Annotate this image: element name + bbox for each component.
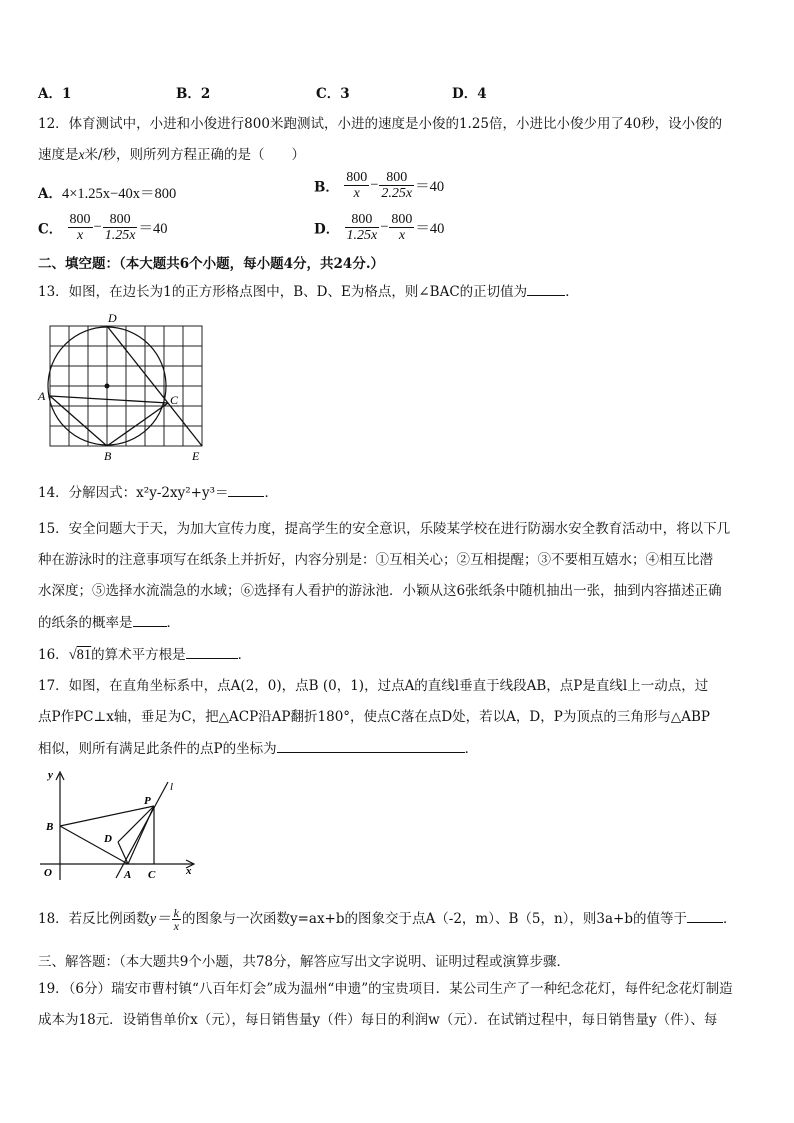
answer-blank [687, 908, 723, 923]
q11-option-b: B．2 [176, 86, 211, 102]
q14-period: ． [264, 485, 278, 501]
sqrt-81 [69, 647, 91, 663]
grid-lines [50, 326, 202, 446]
q12-option-d [314, 212, 444, 243]
function-y: y＝ [149, 911, 171, 927]
q13-text [38, 281, 579, 302]
q17-line-2: 点P作PC⊥x轴，垂足为C，把△ACP沿AP翻折180°，使点C落在点D处，若以A，D，P为顶点的三角形与△ABP [38, 709, 710, 725]
q12-text-2: 米/秒，则所列方程正确的是（ ） [84, 147, 306, 163]
numerator: 800 [345, 212, 380, 228]
q15-text: 的纸条的概率是 [38, 615, 133, 631]
q15-line-1: 15．安全问题大于天，为加大宣传力度，提高学生的安全意识，乐陵某学校在进行防溺水安全教育活动中，将以下几 [38, 521, 731, 537]
point-label-d: D [104, 833, 112, 845]
numerator: 800 [103, 212, 138, 228]
option-label: D． [314, 221, 340, 238]
q17-line-3 [38, 738, 478, 759]
numerator: 800 [379, 170, 414, 186]
q17-period: ． [464, 741, 479, 757]
q16-period: ． [237, 647, 252, 663]
denominator: x [398, 228, 406, 243]
point-label-b: B [104, 449, 112, 463]
q12-line-1: 12．体育测试中，小进和小俊进行800米跑测试，小进的速度是小俊的1.25倍，小进比小俊少用了40秒，设小俊的 [38, 116, 723, 132]
q11-option-c: C．3 [316, 86, 350, 102]
q13-grid-figure [34, 308, 214, 466]
option-a-equation: 4×1.25x−40x＝800 [61, 186, 177, 202]
denominator: 1.25x [104, 228, 136, 243]
q16-question: 的算术平方根是 [91, 647, 186, 663]
q12-option-c [38, 212, 167, 243]
answer-blank [133, 612, 167, 627]
equals-40: ＝40 [138, 221, 168, 237]
fraction [103, 212, 138, 243]
q19-line-1: 19．（6分）瑞安市曹村镇“八百年灯会”成为温州“申遗”的宝贵项目．某公司生产了一种纪念花灯，每件纪念花灯制造 [38, 981, 733, 997]
q18-period: ． [723, 911, 737, 927]
equals-40: ＝40 [415, 179, 445, 195]
fraction [379, 170, 414, 201]
q14-text [38, 482, 278, 503]
point-label-a: A [38, 389, 46, 403]
point-label-b: B [46, 821, 54, 833]
q14-question: 14．分解因式：x²y-2xy²+y³＝ [38, 485, 229, 501]
q17-line-1: 17．如图，在直角坐标系中，点A(2，0)，点B (0，1)，过点A的直线l垂直于线段AB，点P是直线l上一动点，过 [38, 678, 709, 694]
q13-period: ． [565, 284, 579, 300]
origin-label: O [44, 867, 52, 879]
point-label-c: C [148, 869, 156, 881]
q18-text-start: 18．若反比例函数 [38, 911, 150, 927]
line-label-l: l [170, 781, 174, 793]
center-dot [105, 384, 110, 389]
answer-blank [277, 738, 465, 753]
q16-number: 16． [38, 647, 69, 663]
q18-question: 的图象与一次函数y=ax+b的图象交于点A（-2，m）、B（5，n），则3a+b的值等于 [181, 911, 688, 927]
point-label-p: P [144, 795, 151, 807]
denominator: x [173, 919, 179, 933]
q12-line-2 [38, 145, 305, 165]
point-label-a: A [124, 869, 132, 881]
point-label-d: D [108, 311, 117, 325]
q11-option-d: D．4 [452, 86, 487, 102]
denominator: x [76, 228, 84, 243]
option-label: C． [38, 221, 63, 238]
numerator: k [173, 906, 179, 920]
q12-text: 速度是 [38, 147, 79, 163]
radical-sign: √ [68, 647, 77, 663]
q15-line-2: 种在游泳时的注意事项写在纸条上并折好，内容分别是：①互相关心；②互相提醒；③不要相互嬉水；④相互比潜 [38, 552, 713, 568]
q15-line-4 [38, 612, 180, 633]
q17-text: 相似，则所有满足此条件的点P的坐标为 [38, 741, 277, 757]
option-label: B． [314, 179, 339, 196]
numerator: 800 [346, 170, 368, 185]
option-label: A． [38, 186, 62, 202]
minus: − [380, 219, 389, 235]
fraction [345, 212, 380, 243]
q15-line-3: 水深度；⑤选择水流湍急的水域；⑥选择有人看护的游泳池．小颖从这6张纸条中随机抽出一张，抽到内容描述正确 [38, 583, 722, 599]
denominator: 2.25x [381, 186, 413, 201]
radicand: 81 [76, 647, 92, 663]
answer-blank [527, 281, 565, 296]
axis-label-x: x [186, 865, 192, 877]
q17-coordinate-figure [36, 766, 206, 884]
q18-text [38, 902, 737, 936]
q11-option-a: A．1 [38, 86, 72, 102]
denominator: x [353, 186, 360, 201]
section-2-heading: 二、填空题：（本大题共6个小题，每小题4分，共24分.） [38, 256, 385, 272]
denominator: 1.25x [346, 228, 378, 243]
q13-question: 13．如图，在边长为1的正方形格点图中，B、D、E为格点，则∠BAC的正切值为 [38, 284, 528, 300]
fraction [389, 212, 414, 243]
point-label-c: C [170, 393, 179, 407]
point-label-e: E [192, 449, 200, 463]
answer-blank [186, 644, 238, 659]
equals-40: ＝40 [415, 221, 445, 237]
q19-line-2: 成本为18元．设销售单价x（元），每日销售量y（件）每日的利润w（元）．在试销过程中，每日销售量y（件）、每 [38, 1012, 718, 1028]
section-3-heading: 三、解答题：（本大题共9个小题，共78分，解答应写出文字说明、证明过程或演算步骤． [38, 954, 571, 970]
axis-label-y: y [48, 769, 53, 781]
answer-blank [228, 482, 264, 497]
q15-period: ． [166, 615, 180, 631]
minus: − [370, 177, 379, 193]
fraction [344, 170, 369, 201]
fraction [68, 212, 93, 243]
numerator: 800 [391, 212, 413, 227]
q12-option-a [38, 182, 176, 203]
q12-option-b [314, 170, 444, 201]
fraction-k-over-x [172, 907, 181, 932]
minus: − [93, 219, 102, 235]
q16-text [38, 644, 251, 665]
q12-var-x: x [78, 147, 85, 162]
numerator: 800 [69, 212, 91, 227]
